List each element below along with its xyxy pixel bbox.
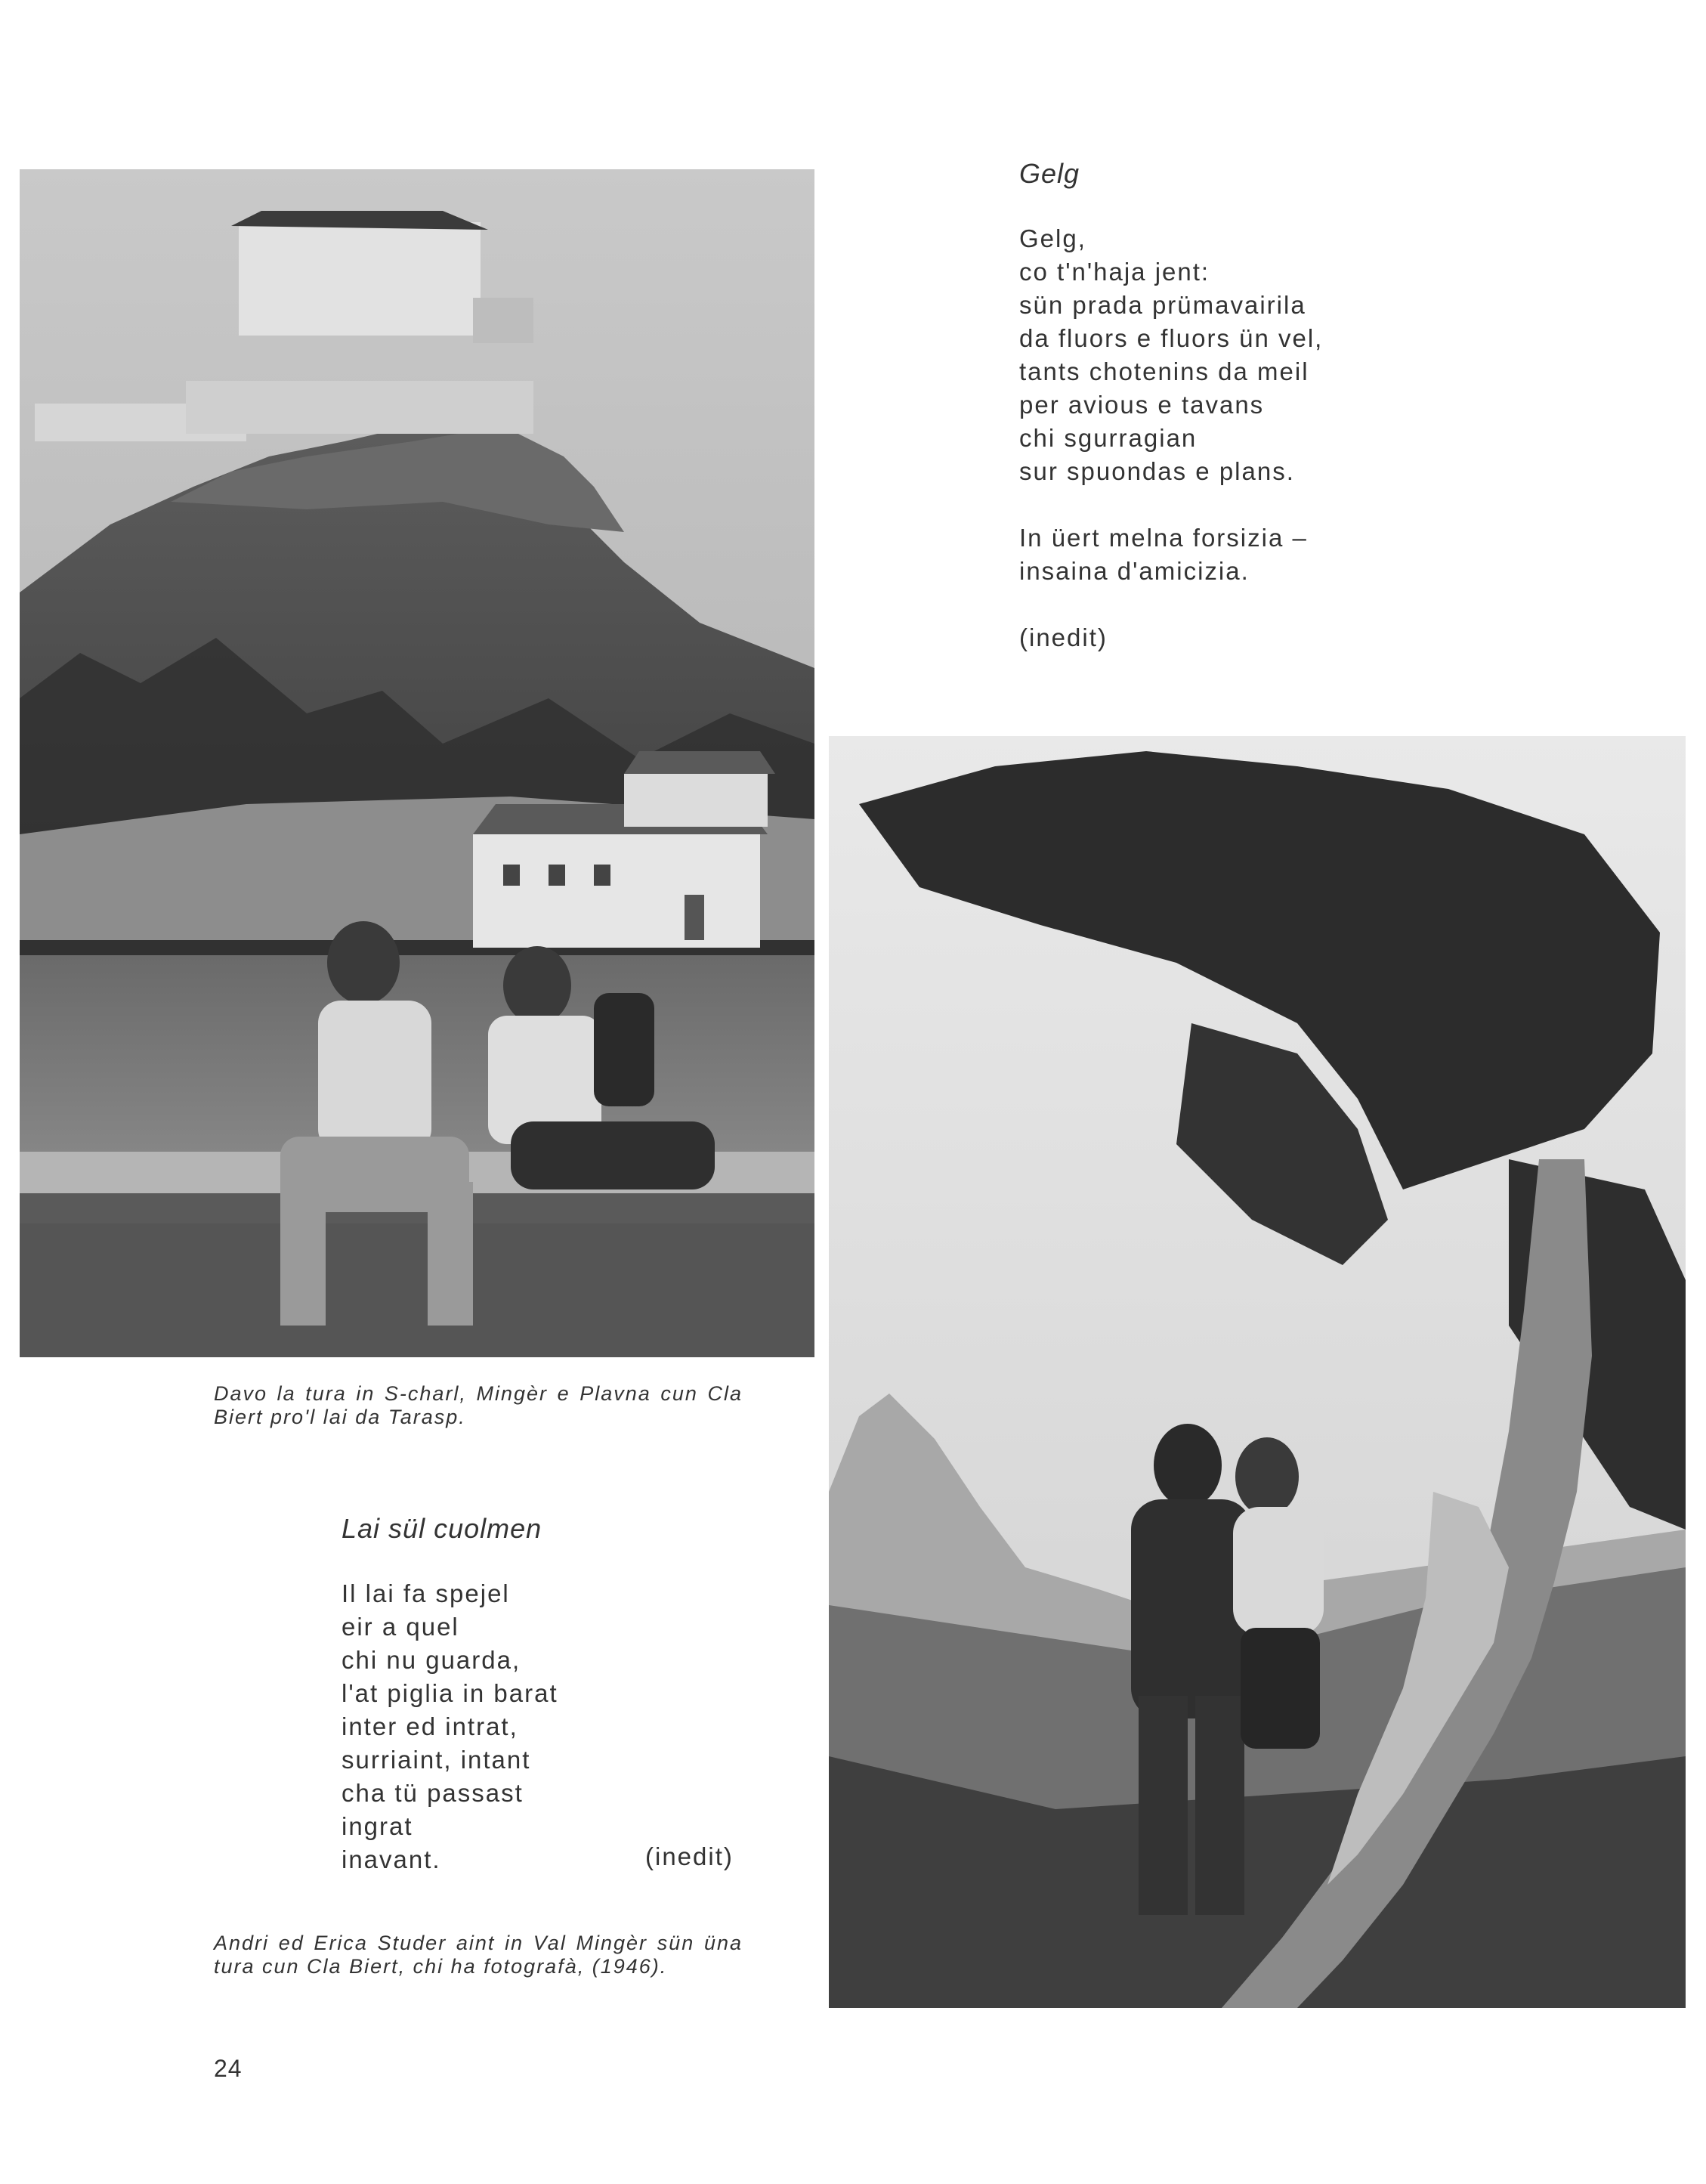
- poem-line: ingrat: [342, 1812, 413, 1840]
- stanza-gap: [1019, 488, 1442, 521]
- poem-line: surriaint, intant: [342, 1746, 531, 1774]
- poem-line: cha tü passast: [342, 1779, 524, 1807]
- poem-line: Il lai fa spejel: [342, 1579, 510, 1607]
- poem-line: In üert melna forsizia –: [1019, 524, 1308, 552]
- poem-line: per avious e tavans: [1019, 391, 1265, 419]
- poem-lai: [342, 1512, 765, 1876]
- poem-line: chi sgurragian: [1019, 424, 1198, 452]
- poem-line: l'at piglia in barat: [342, 1679, 558, 1707]
- poem-line: chi nu guarda,: [342, 1646, 521, 1674]
- poem-line: Gelg,: [1019, 224, 1086, 252]
- page-number: 24: [214, 2055, 243, 2082]
- poem-gelg-lines: [1019, 222, 1442, 654]
- poem-line: insaina d'amicizia.: [1019, 557, 1250, 585]
- poem-lai-lines: [342, 1577, 765, 1876]
- poem-lai-title: Lai sül cuolmen: [342, 1513, 542, 1544]
- stanza-gap: [1019, 588, 1442, 621]
- poem-line: eir a quel: [342, 1613, 459, 1641]
- poem-lai-note: (inedit): [645, 1842, 734, 1870]
- poem-line: tants chotenins da meil: [1019, 357, 1309, 385]
- poem-line: da fluors e fluors ün vel,: [1019, 324, 1324, 352]
- poem-gelg-note: (inedit): [1019, 623, 1108, 651]
- caption-val-minger: Andri ed Erica Studer aint in Val Mingèr sün üna tura cun Cla Biert, chi ha fotografà, (1946).: [214, 1932, 743, 1978]
- poem-line: sur spuondas e plans.: [1019, 457, 1295, 485]
- photo-val-minger: [829, 736, 1686, 2008]
- photo-tarasp-image: [20, 169, 814, 1357]
- poem-line: sün prada prümavairila: [1019, 291, 1306, 319]
- photo-val-minger-image: [829, 736, 1686, 2008]
- poem-line: co t'n'haja jent:: [1019, 258, 1210, 286]
- poem-gelg-title: Gelg: [1019, 158, 1080, 189]
- photo-tarasp-lake: [20, 169, 814, 1357]
- caption-tarasp: Davo la tura in S-charl, Mingèr e Plavna cun Cla Biert pro'l lai da Tarasp.: [214, 1382, 743, 1428]
- poem-line: inter ed intrat,: [342, 1712, 518, 1740]
- poem-line: inavant.: [342, 1845, 441, 1873]
- poem-gelg: [1019, 157, 1442, 654]
